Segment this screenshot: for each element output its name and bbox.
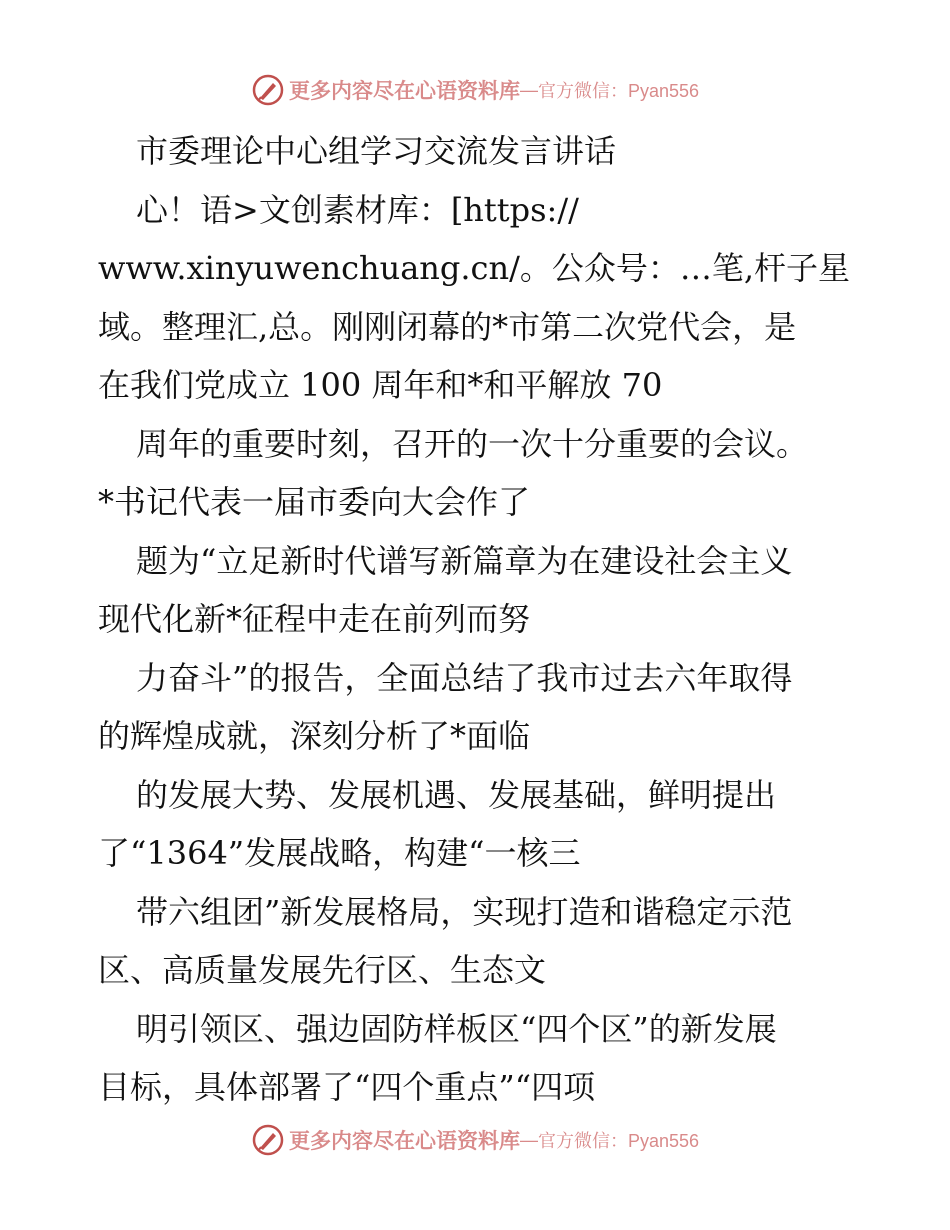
banner-wechat: 官方微信：Pyan556	[537, 1131, 700, 1151]
text-line: *书记代表一届市委向大会作了	[98, 483, 531, 521]
text-line: 了“1364”发展战略，构建“一核三	[98, 834, 581, 872]
banner-dash: —	[519, 79, 538, 100]
text-line: 目标，具体部署了“四个重点”“四项	[98, 1068, 596, 1106]
footer-banner	[0, 1120, 950, 1160]
document-body	[98, 122, 858, 1117]
text-line: 市委理论中心组学习交流发言讲话	[136, 132, 617, 170]
quill-logo-icon	[251, 1123, 285, 1157]
quill-logo-icon	[251, 73, 285, 107]
text-line: 心！语>文创素材库：[https://	[136, 190, 579, 229]
banner-dash: —	[519, 1129, 538, 1150]
text-line: 区、高质量发展先行区、生态文	[98, 951, 547, 989]
banner-title: 更多内容尽在心语资料库	[288, 1128, 520, 1153]
text-line: 明引领区、强边固防样板区“四个区”的新发展	[136, 1009, 777, 1048]
text-line: 域。整理汇,总。刚刚闭幕的*市第二次党代会，是	[98, 307, 797, 346]
text-line: 的发展大势、发展机遇、发展基础，鲜明提出	[136, 775, 777, 814]
text-line: 周年的重要时刻，召开的一次十分重要的会议。	[136, 424, 809, 463]
text-line: 现代化新*征程中走在前列而努	[98, 600, 531, 638]
text-line: 带六组团”新发展格局，实现打造和谐稳定示范	[136, 892, 793, 931]
text-line: www.xinyuwenchuang.cn/。公众号：…笔,杆子星	[98, 249, 851, 287]
text-line: 题为“立足新时代谱写新篇章为在建设社会主义	[136, 541, 793, 580]
banner-title: 更多内容尽在心语资料库	[288, 78, 520, 103]
header-banner	[0, 70, 950, 110]
text-line: 的辉煌成就，深刻分析了*面临	[98, 717, 531, 755]
text-line: 力奋斗”的报告，全面总结了我市过去六年取得	[136, 658, 793, 697]
banner-wechat: 官方微信：Pyan556	[537, 81, 700, 101]
text-line: 在我们党成立 100 周年和*和平解放 70	[98, 366, 663, 404]
